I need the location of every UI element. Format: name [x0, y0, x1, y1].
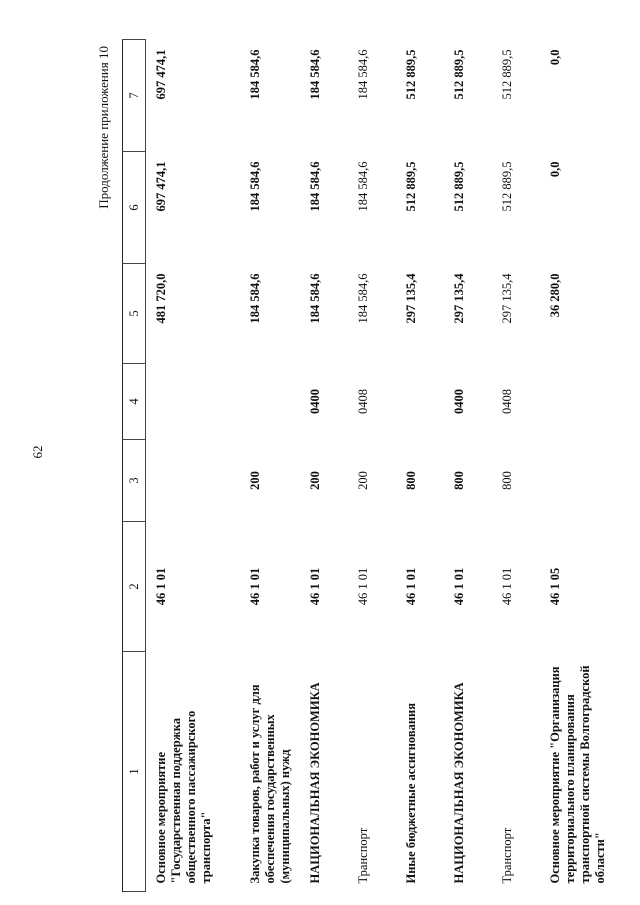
- target-article: 46 1 01: [307, 567, 322, 606]
- column-header: 2: [123, 522, 146, 652]
- amount-col7: 184 584,6: [355, 49, 370, 100]
- table-row: [348, 40, 396, 892]
- table-row: [540, 40, 616, 892]
- amount-col6: 184 584,6: [247, 161, 262, 212]
- amount-col7: 184 584,6: [247, 49, 262, 100]
- target-article: 46 1 01: [403, 567, 418, 606]
- expense-type: 200: [247, 471, 262, 490]
- target-article: 46 1 05: [547, 567, 562, 606]
- amount-col5: 297 135,4: [451, 273, 466, 324]
- amount-col6: 512 889,5: [499, 161, 514, 212]
- expense-type: 800: [403, 471, 418, 490]
- column-header: 7: [123, 40, 146, 152]
- amount-col7: 184 584,6: [307, 49, 322, 100]
- row-name: Транспорт: [499, 827, 514, 884]
- row-name: Закупка товаров, работ и услуг для обеспечения государственных (муниципальных) нужд: [247, 684, 292, 884]
- continuation-label: Продолжение приложения 10: [96, 46, 111, 209]
- amount-col6: 697 474,1: [154, 161, 168, 212]
- amount-col7: 512 889,5: [451, 49, 466, 100]
- table-row: [492, 40, 540, 892]
- target-article: 46 1 01: [451, 567, 466, 606]
- expense-type: [540, 440, 616, 522]
- amount-col7: 0,0: [547, 49, 562, 66]
- section-code: [540, 364, 616, 440]
- amount-col5: 184 584,6: [307, 273, 322, 324]
- row-name: Основное мероприятие "Государственная поддержка общественного пассажирского транспорта": [154, 710, 213, 884]
- section-code: [146, 364, 240, 440]
- table-header-row: [123, 40, 146, 892]
- target-article: 46 1 01: [355, 567, 370, 606]
- section-code: 0408: [499, 389, 514, 414]
- amount-col6: 0,0: [547, 161, 562, 178]
- target-article: 46 1 01: [247, 567, 262, 606]
- target-article: 46 1 01: [154, 567, 168, 606]
- amount-col5: 481 720,0: [154, 273, 168, 324]
- column-header: 3: [123, 440, 146, 522]
- column-header: 6: [123, 152, 146, 264]
- page-number: 62: [30, 445, 45, 459]
- column-header: 5: [123, 264, 146, 364]
- section-code: [396, 364, 444, 440]
- amount-col7: 697 474,1: [154, 49, 168, 100]
- amount-col6: 184 584,6: [355, 161, 370, 212]
- budget-table: [122, 39, 616, 892]
- row-name: Транспорт: [355, 827, 370, 884]
- amount-col6: 184 584,6: [307, 161, 322, 212]
- amount-col5: 184 584,6: [355, 273, 370, 324]
- row-name: НАЦИОНАЛЬНАЯ ЭКОНОМИКА: [307, 682, 322, 884]
- amount-col6: 512 889,5: [403, 161, 418, 212]
- table-row: [240, 40, 300, 892]
- table-row: [146, 40, 240, 892]
- row-name: Иные бюджетные ассигнования: [403, 702, 418, 884]
- section-code: 0400: [451, 389, 466, 414]
- expense-type: 200: [307, 471, 322, 490]
- section-code: [240, 364, 300, 440]
- table-row: [396, 40, 444, 892]
- amount-col5: 297 135,4: [403, 273, 418, 324]
- amount-col5: 36 280,0: [547, 273, 562, 318]
- table-row: [444, 40, 492, 892]
- expense-type: [146, 440, 240, 522]
- expense-type: 800: [451, 471, 466, 490]
- rotated-table-page: [96, 40, 622, 892]
- column-header: 1: [123, 652, 146, 892]
- amount-col5: 297 135,4: [499, 273, 514, 324]
- row-name: НАЦИОНАЛЬНАЯ ЭКОНОМИКА: [451, 682, 466, 884]
- section-code: 0408: [355, 389, 370, 414]
- expense-type: 200: [355, 471, 370, 490]
- amount-col5: 184 584,6: [247, 273, 262, 324]
- section-code: 0400: [307, 389, 322, 414]
- amount-col7: 512 889,5: [403, 49, 418, 100]
- target-article: 46 1 01: [499, 567, 514, 606]
- amount-col7: 512 889,5: [499, 49, 514, 100]
- amount-col6: 512 889,5: [451, 161, 466, 212]
- column-header: 4: [123, 364, 146, 440]
- expense-type: 800: [499, 471, 514, 490]
- table-row: [300, 40, 348, 892]
- row-name: Основное мероприятие "Организация территориального планирования транспортной системы Волгоградской области": [547, 665, 607, 884]
